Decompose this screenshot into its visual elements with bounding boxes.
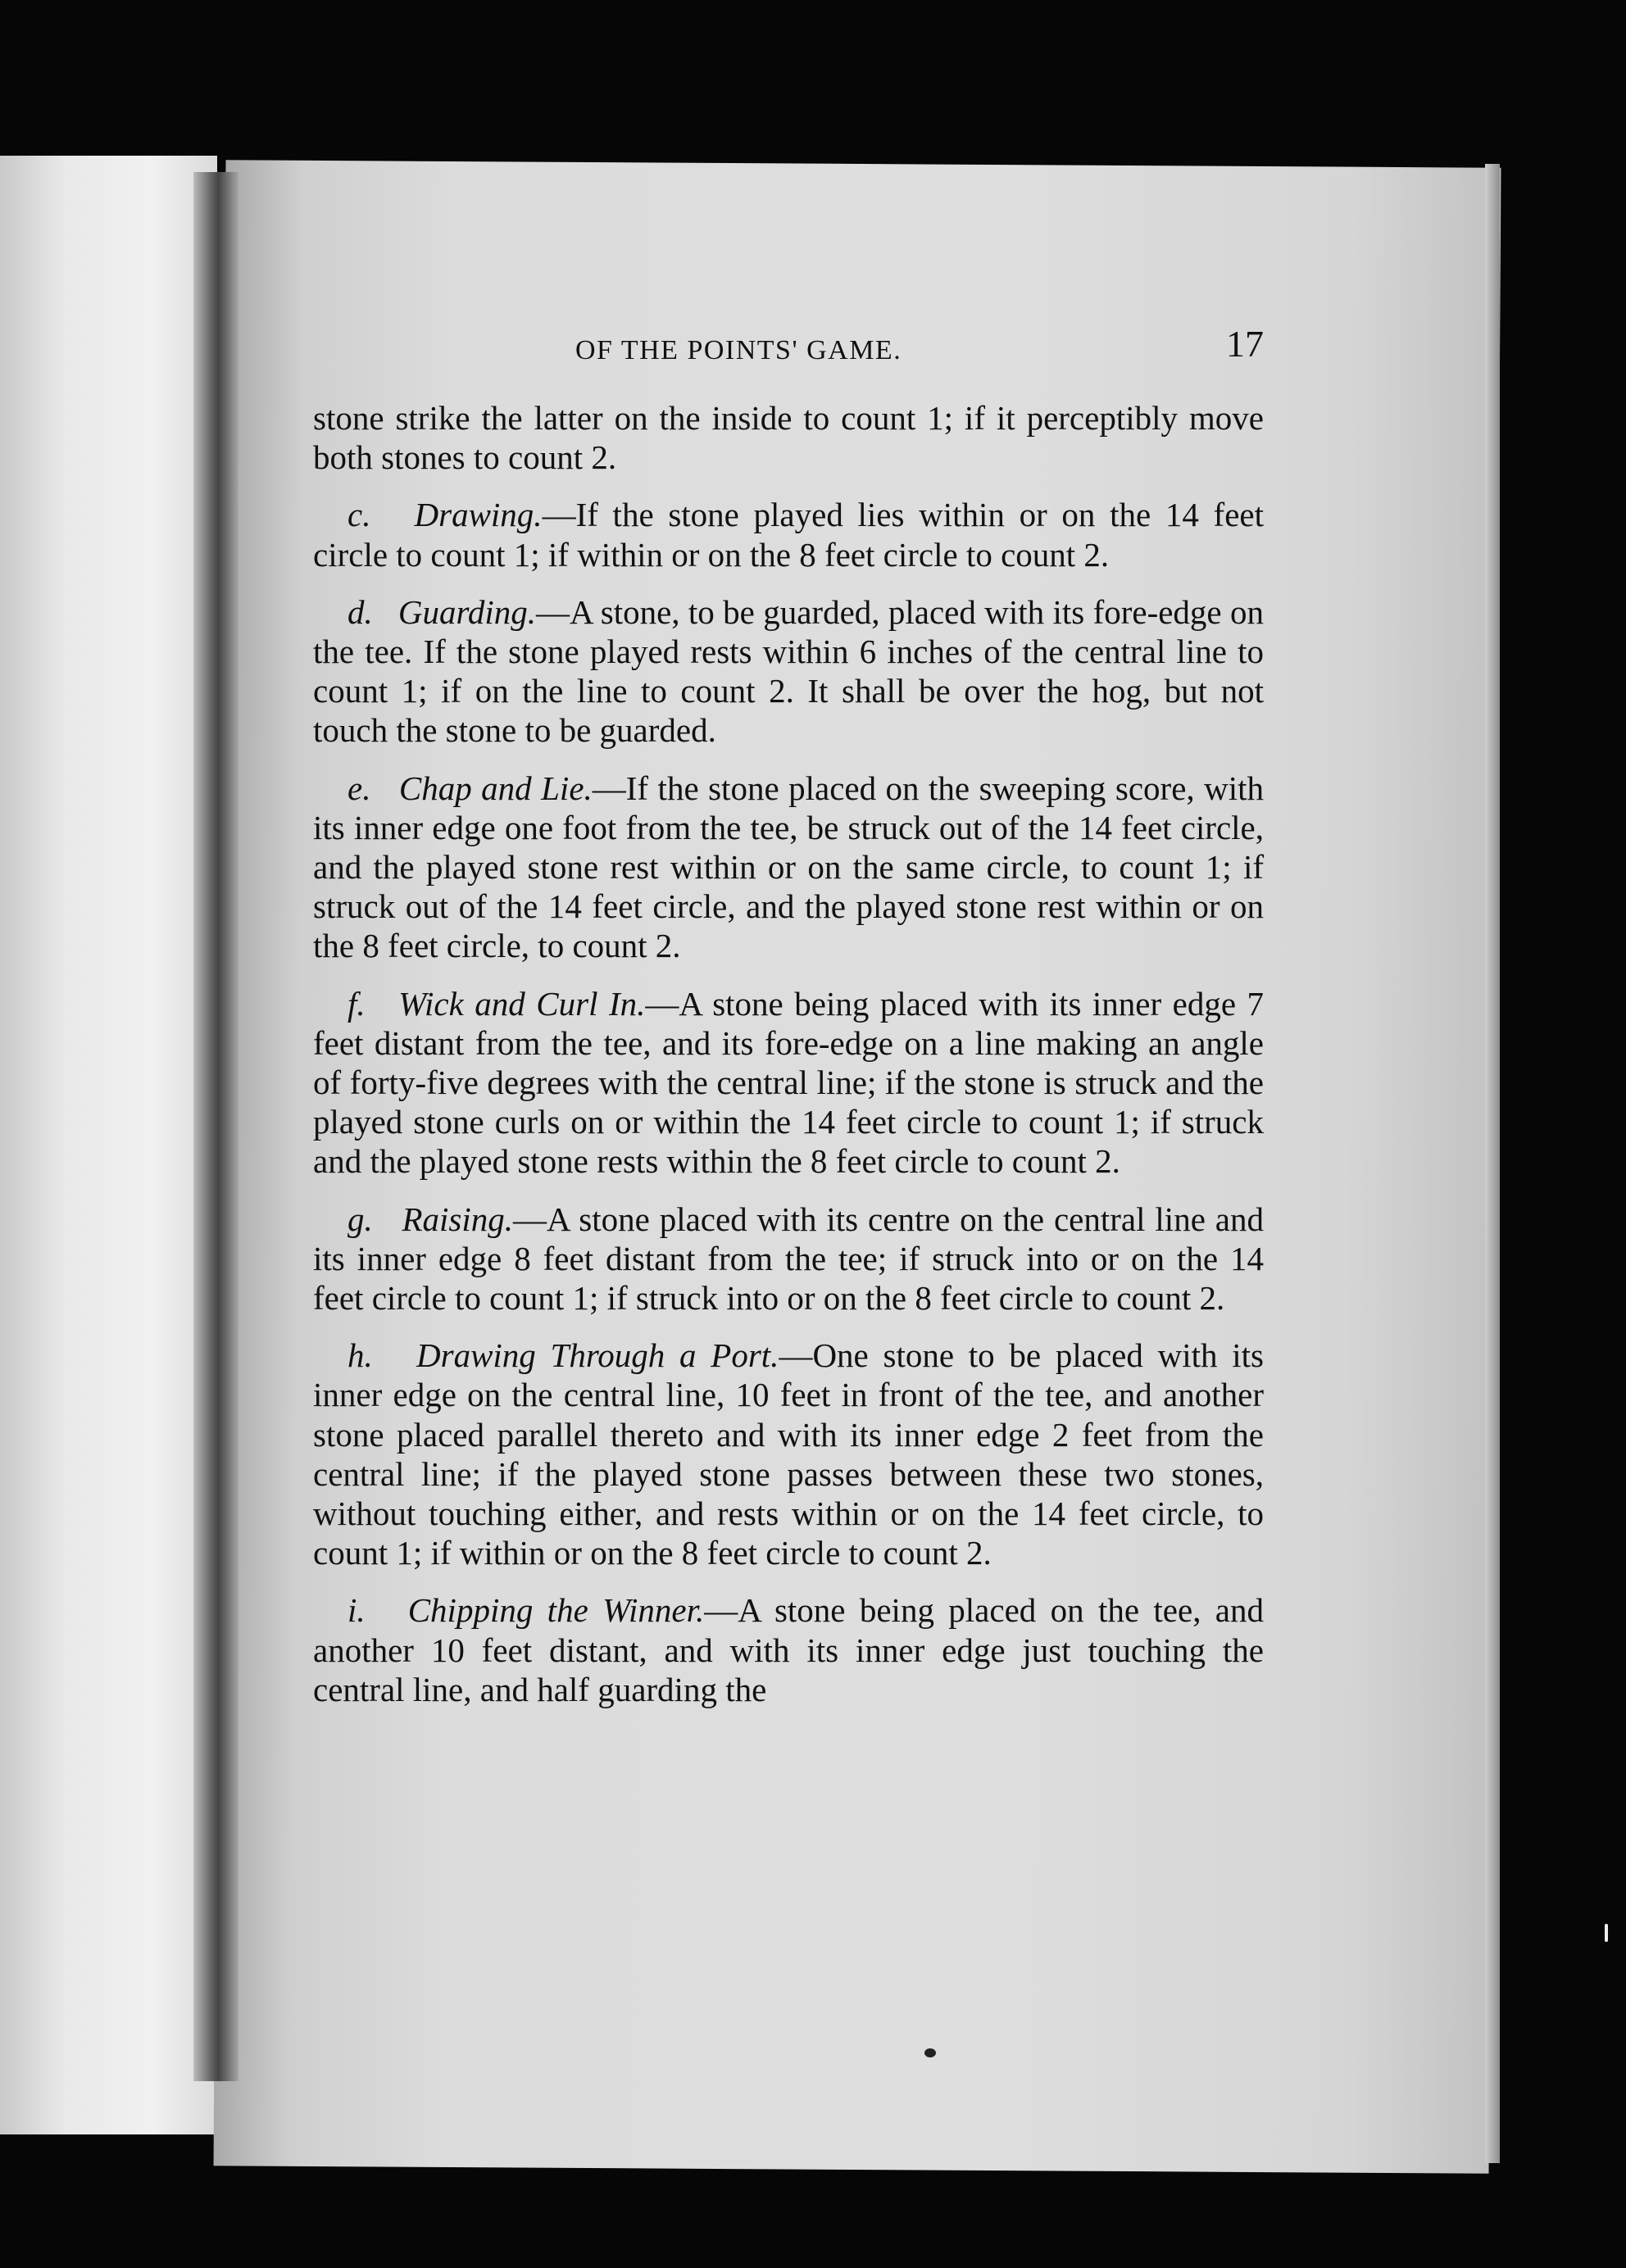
page-text: [313, 324, 1264, 1727]
rule-paragraph: [313, 1200, 1264, 1318]
rule-heading: Chipping the Winner.: [407, 1591, 705, 1630]
rule-heading: Raising.: [402, 1200, 514, 1238]
rule-paragraph: [313, 495, 1264, 574]
rule-paragraph: [313, 1336, 1264, 1572]
rule-text: —A stone being placed with its inner edge 7 feet distant from the tee, and its fore-edge on a line making an angle of forty-five degrees with the central line; if the stone is struck and the played stone curls on or within the 14 feet circle to count 1; if struck and the played stone rests within the 8 feet circle to count 2.: [313, 984, 1265, 1181]
rule-heading: Chap and Lie.: [398, 769, 593, 807]
rule-paragraph: [313, 769, 1264, 966]
rule-label: f.: [347, 984, 366, 1023]
page-number: 17: [1226, 323, 1264, 365]
rule-text: —A stone, to be guarded, placed with its fore-edge on the tee. If the stone played rests within 6 inches of the central line to count 1; if on the line to count 2. It shall be over the hog, but not touch the stone to be guarded.: [313, 592, 1264, 750]
left-page-edge: [0, 156, 217, 2134]
rule-heading: Drawing Through a Port.: [416, 1336, 779, 1375]
intro-paragraph: [313, 398, 1264, 477]
book-gutter: [193, 172, 238, 2081]
rule-label: i.: [347, 1591, 366, 1630]
rule-text: —One stone to be placed with its inner edge on the central line, 10 feet in front of the tee, and another stone placed parallel thereto and with its inner edge 2 feet from the central line; if the played stone passes between these two stones, without touching either, and rests within or on the 14 feet circle, to count 1; if within or on the 8 feet circle to count 2.: [313, 1336, 1264, 1572]
running-header: [313, 324, 1264, 375]
rule-text: —If the stone placed on the sweeping score, with its inner edge one foot from the tee, be struck out of the 14 feet circle, and the played stone rest within or on the same circle, to count 1; if struck out of the 14 feet circle, and the played stone rest within or on the 8 feet circle, to count 2.: [313, 769, 1265, 965]
rule-label: g.: [347, 1200, 373, 1238]
rule-heading: Wick and Curl In.: [398, 984, 646, 1023]
rule-label: c.: [347, 496, 371, 534]
rule-label: d.: [347, 592, 373, 631]
dust-speck: [1605, 1924, 1608, 1942]
rule-heading: Drawing.: [414, 496, 543, 534]
rule-heading: Guarding.: [397, 592, 537, 631]
running-title: OF THE POINTS' GAME.: [575, 335, 902, 365]
rule-text: —A stone being placed on the tee, and another 10 feet distant, and with its inner edge just touching the central line, and half guarding the: [313, 1591, 1264, 1708]
rule-paragraph: [313, 984, 1264, 1182]
rule-text: —A stone placed with its centre on the central line and its inner edge 8 feet distant from the tee; if struck into or on the 14 feet circle to count 1; if struck into or on the 8 feet circle to count 2.: [313, 1200, 1265, 1318]
rule-paragraph: [313, 1590, 1264, 1709]
page-right-edge: [1485, 164, 1500, 2163]
ink-blot: [924, 2048, 936, 2057]
rule-label: e.: [347, 769, 371, 807]
intro-text: stone strike the latter on the inside to count 1; if it perceptibly move both stones to count 2.: [313, 399, 1264, 477]
rule-paragraph: [313, 592, 1264, 751]
rule-text: —If the stone played lies within or on the 14 feet circle to count 1; if within or on the 8 feet circle to count 2.: [313, 496, 1264, 574]
rule-label: h.: [347, 1336, 373, 1375]
